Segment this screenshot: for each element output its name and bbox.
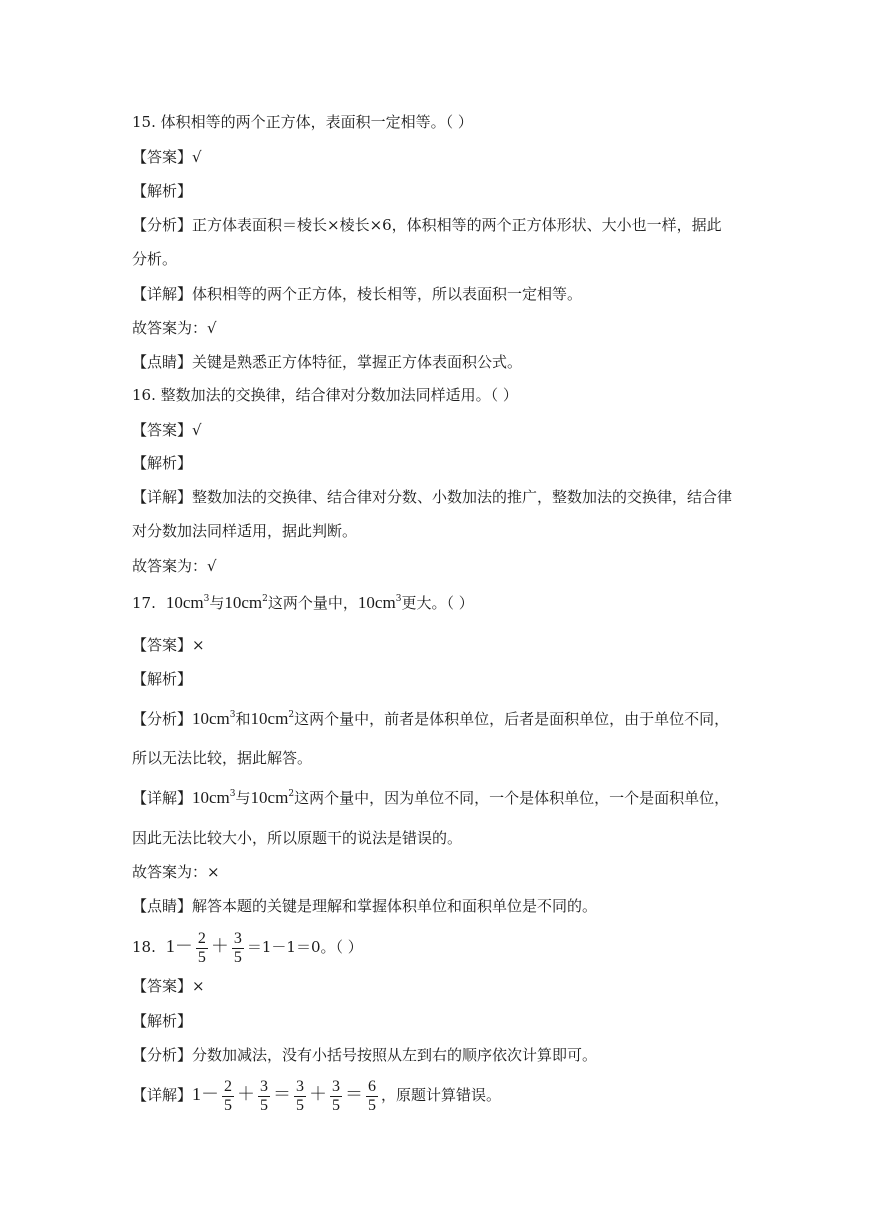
q18-xiangjie-one: 1 [192,1084,202,1104]
q17-fenxi-line1 [132,709,729,729]
q15-stem: 15. 体积相等的两个正方体，表面积一定相等。（ ） [132,113,473,131]
q18-xiangjie-fraction-2-num: 3 [260,1077,269,1095]
q18-xiangjie-fraction-3 [294,1078,306,1115]
q17-unit-a-exp: 3 [203,594,210,604]
q18-xiangjie-label: 【详解】 [132,1086,193,1104]
q17-xiangjie-unit-a: 10cm [192,788,230,807]
q18-xiangjie-fraction-4 [330,1078,342,1115]
q18-xiangjie-fraction-1-num: 2 [224,1077,233,1095]
q18-answer: 【答案】× [132,977,205,995]
q16-stem: 16. 整数加法的交换律，结合律对分数加法同样适用。（ ） [132,386,518,404]
q17-fenxi-line2: 所以无法比较，据此解答。 [132,749,313,767]
q18-xiangjie-fraction-3-den: 5 [296,1096,305,1114]
q17-fenxi-unit-b-exp: 2 [288,710,295,720]
q17-xiangjie-unit-b: 10cm [250,788,289,807]
q18-xiangjie-fraction-2 [258,1078,270,1115]
q17-xiangjie-line2: 因此无法比较大小，所以原题干的说法是错误的。 [132,829,463,847]
q17-unit-b: 10cm [224,593,263,612]
q17-stem [132,593,474,613]
q18-stem-end: ＝1－1＝0。（ ） [246,938,363,956]
q17-fenxi-unit-a-exp: 3 [229,710,236,720]
q17-xiangjie-line1 [132,788,729,808]
q18-minus: － [174,936,193,956]
q18-fraction-1 [196,930,208,967]
q15-dianjing: 【点睛】关键是熟悉正方体特征，掌握正方体表面积公式。 [132,353,523,371]
q17-xiangjie-unit-a-exp: 3 [229,789,236,799]
q17-xiangjie-label: 【详解】 [132,789,193,807]
q17-stem-end: 更大。（ ） [401,594,474,612]
q18-number: 18. [132,938,156,956]
q17-xiangjie-yu: 与 [235,789,251,807]
q17-stem-mid: 这两个量中， [267,594,358,612]
q15-xiangjie: 【详解】体积相等的两个正方体，棱长相等，所以表面积一定相等。 [132,285,583,303]
q18-plus: ＋ [210,936,229,956]
q18-xiangjie-minus: － [201,1084,220,1104]
q16-jiexi: 【解析】 [132,454,193,472]
q18-fraction-1-num: 2 [197,929,206,947]
q18-xiangjie [132,1074,501,1115]
q17-dianjing: 【点睛】解答本题的关键是理解和掌握体积单位和面积单位是不同的。 [132,897,598,915]
q18-fraction-2 [232,930,244,967]
q18-xiangjie-eq-2: ＝ [345,1084,364,1104]
q17-fenxi-unit-b: 10cm [250,709,289,728]
q17-unit-c: 10cm [357,593,396,612]
q18-xiangjie-fraction-2-den: 5 [260,1096,269,1114]
q18-xiangjie-fraction-4-den: 5 [332,1096,341,1114]
q17-number: 17. [132,594,156,612]
q17-fenxi-label: 【分析】 [132,710,193,728]
q15-fenxi-line1: 【分析】正方体表面积＝棱长×棱长×6，体积相等的两个正方体形状、大小也一样，据此 [132,216,722,234]
q17-xiangjie-unit-b-exp: 2 [288,789,295,799]
q16-xiangjie-line2: 对分数加法同样适用，据此判断。 [132,522,358,540]
q15-final-answer: 故答案为：√ [132,319,217,337]
q18-xiangjie-fraction-1 [222,1078,234,1115]
q18-xiangjie-fraction-5-num: 6 [368,1077,377,1095]
q18-xiangjie-fraction-5-den: 5 [368,1096,377,1114]
q18-fraction-2-den: 5 [233,948,242,966]
q17-answer: 【答案】× [132,636,205,654]
q17-unit-a: 10cm [165,593,204,612]
q17-unit-c-exp: 3 [395,594,402,604]
q18-fraction-1-den: 5 [197,948,206,966]
q17-unit-b-exp: 2 [262,594,268,604]
q16-answer: 【答案】√ [132,421,202,439]
q18-xiangjie-fraction-5 [366,1078,378,1115]
q18-jiexi: 【解析】 [132,1012,193,1030]
q16-xiangjie-line1: 【详解】整数加法的交换律、结合律对分数、小数加法的推广，整数加法的交换律，结合律 [132,488,733,506]
q18-stem [132,926,363,967]
q18-fraction-2-num: 3 [233,929,242,947]
q17-jiexi: 【解析】 [132,670,193,688]
q18-one: 1 [165,936,175,956]
q16-final-answer: 故答案为：√ [132,557,217,575]
q18-xiangjie-eq-1: ＝ [273,1084,292,1104]
q15-jiexi: 【解析】 [132,182,193,200]
q17-yu: 与 [209,594,225,612]
q18-xiangjie-end: ，原题计算错误。 [381,1086,502,1104]
q17-xiangjie-rest: 这两个量中，因为单位不同，一个是体积单位，一个是面积单位， [294,789,730,807]
q17-fenxi-rest: 这两个量中，前者是体积单位，后者是面积单位，由于单位不同， [294,710,730,728]
q15-fenxi-line2: 分析。 [132,250,178,268]
q18-xiangjie-fraction-4-num: 3 [332,1077,341,1095]
q17-fenxi-he: 和 [235,710,251,728]
q18-xiangjie-fraction-1-den: 5 [224,1096,233,1114]
q15-answer: 【答案】√ [132,148,202,166]
q18-xiangjie-plus-2: ＋ [309,1084,328,1104]
q18-xiangjie-plus-1: ＋ [237,1084,256,1104]
q18-fenxi: 【分析】分数加减法，没有小括号按照从左到右的顺序依次计算即可。 [132,1046,598,1064]
q17-fenxi-unit-a: 10cm [192,709,230,728]
q18-xiangjie-fraction-3-num: 3 [296,1077,305,1095]
q17-final-answer: 故答案为：× [132,863,220,881]
